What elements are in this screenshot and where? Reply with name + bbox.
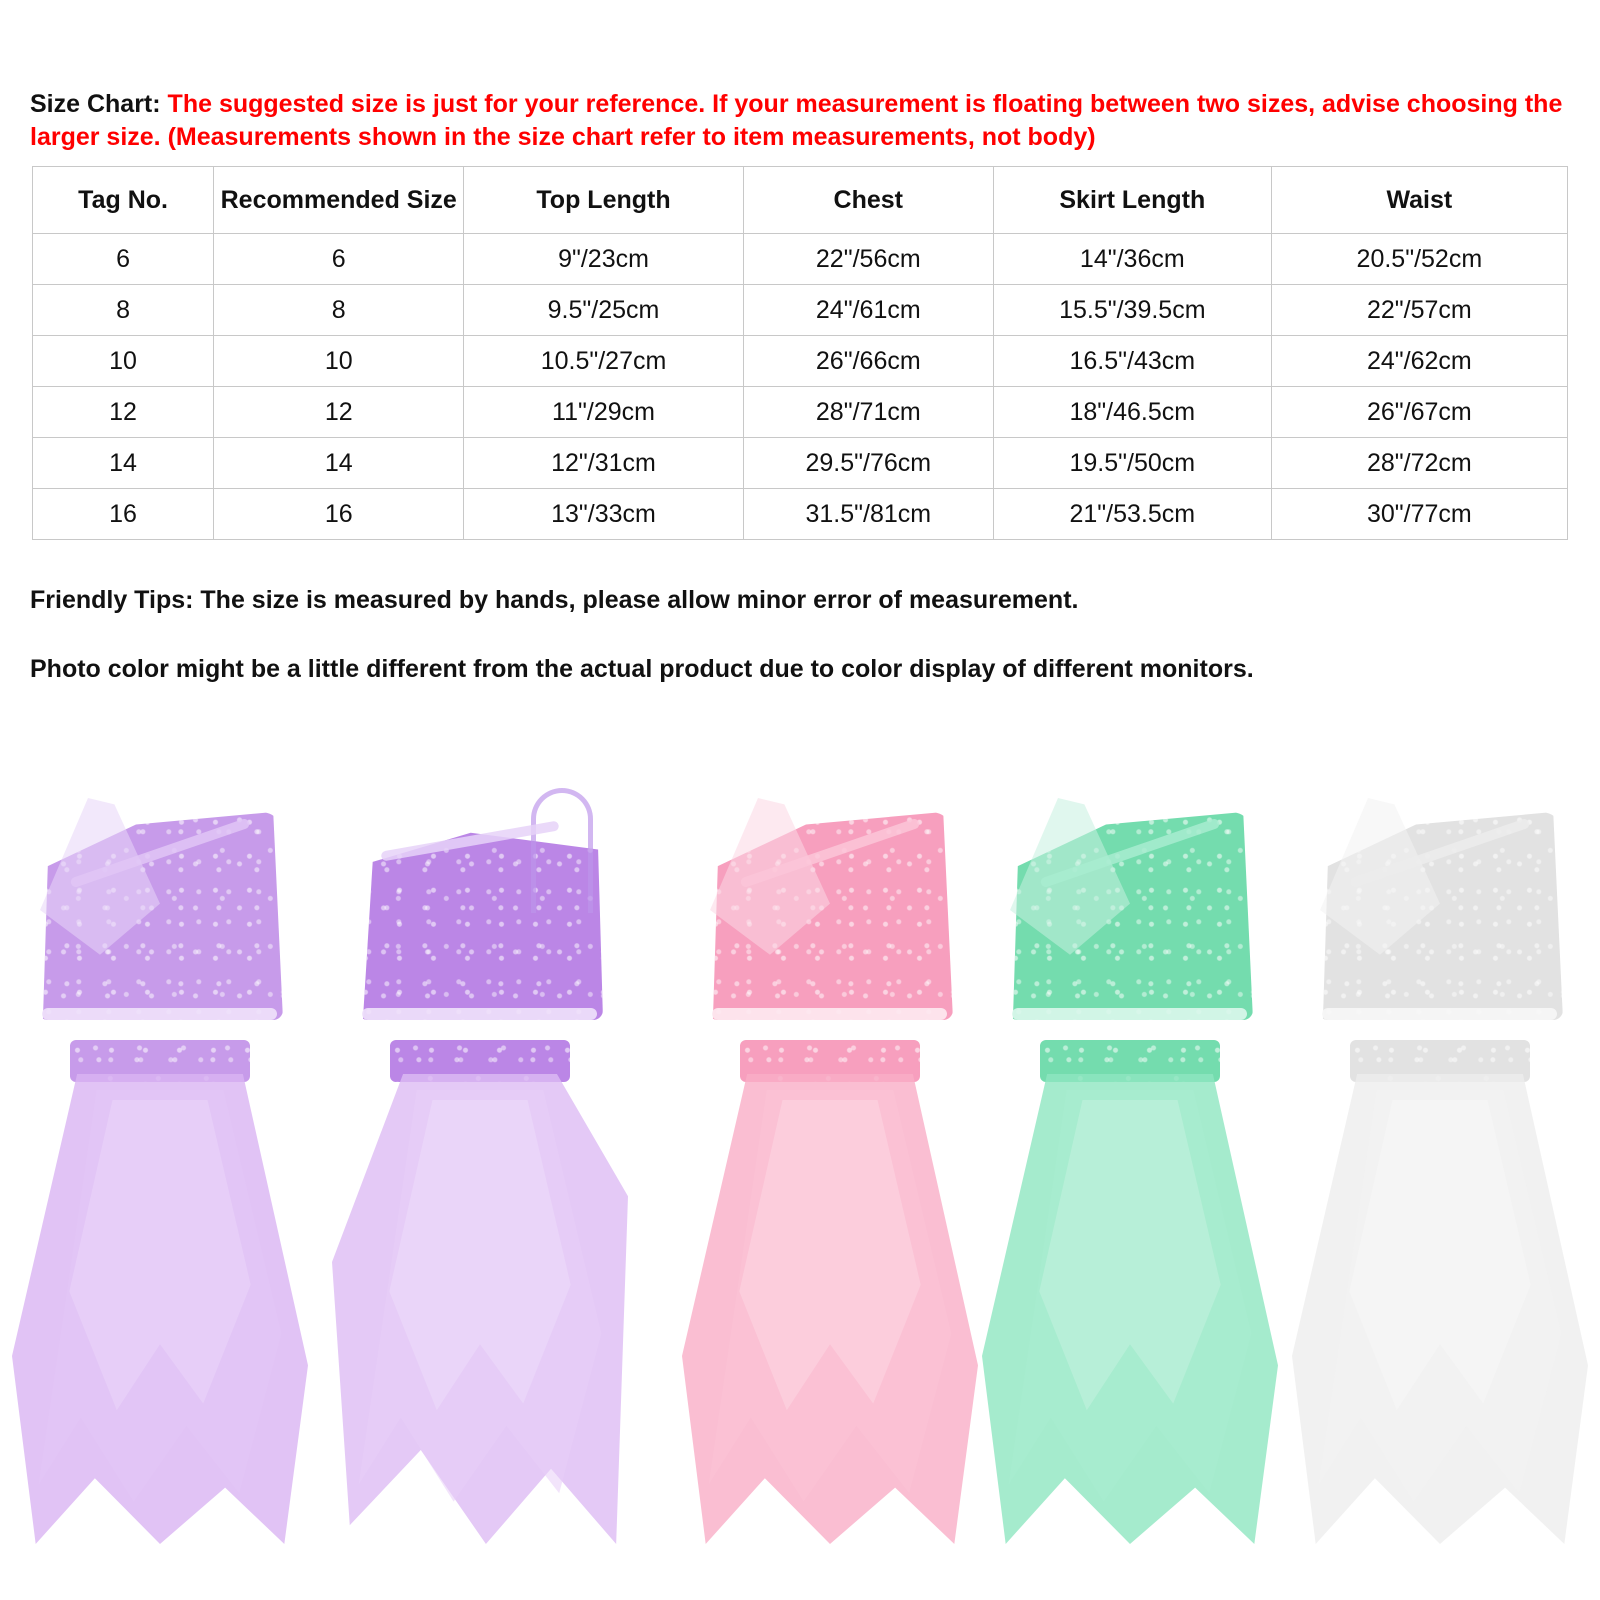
cell-recommended-size: 10 [214,336,464,387]
tip-color: Photo color might be a little different from the actual product due to color display of different monitors. [30,655,1254,684]
cell-chest: 31.5"/81cm [743,489,993,540]
table-row [33,234,1568,285]
tip-measurement: Friendly Tips: The size is measured by hands, please allow minor error of measurement. [30,586,1079,614]
size-chart-table-wrap [32,166,1568,540]
column-header-tag-no: Tag No. [33,167,214,234]
crop-top [38,770,283,1020]
tutu-skirt [682,1040,978,1580]
size-chart-note [30,88,1570,153]
cell-skirt-length: 16.5"/43cm [993,336,1271,387]
table-row [33,489,1568,540]
cell-chest: 28"/71cm [743,387,993,438]
cell-top-length: 12"/31cm [464,438,743,489]
hem-trim [712,1008,947,1020]
product-image-white [1290,740,1590,1600]
size-chart-note-text: The suggested size is just for your reference. If your measurement is floating between two sizes, advise choosing the larger size. (Measurements shown in the size chart refer to item measurements, not body) [30,90,1563,151]
crop-top [1008,770,1253,1020]
product-photo-strip [0,740,1600,1600]
cell-top-length: 13"/33cm [464,489,743,540]
tutu-skirt [332,1040,628,1580]
cell-waist: 30"/77cm [1271,489,1567,540]
table-row [33,336,1568,387]
cell-chest: 26"/66cm [743,336,993,387]
cell-recommended-size: 6 [214,234,464,285]
cell-skirt-length: 19.5"/50cm [993,438,1271,489]
column-header-skirt-length: Skirt Length [993,167,1271,234]
product-image-mint [980,740,1280,1600]
cell-recommended-size: 14 [214,438,464,489]
cell-skirt-length: 15.5"/39.5cm [993,285,1271,336]
tutu-skirt [12,1040,308,1580]
tutu-skirt [1292,1040,1588,1580]
cell-tag-no: 8 [33,285,214,336]
size-chart-note-label: Size Chart: [30,90,161,118]
cell-top-length: 10.5"/27cm [464,336,743,387]
table-header-row [33,167,1568,234]
cell-tag-no: 12 [33,387,214,438]
product-image-lavender-one-shoulder [330,740,630,1600]
cell-waist: 26"/67cm [1271,387,1567,438]
table-row [33,438,1568,489]
hem-trim [1012,1008,1247,1020]
column-header-top-length: Top Length [464,167,743,234]
shoulder-strap [531,788,593,913]
cell-recommended-size: 16 [214,489,464,540]
tips-section [30,585,1570,724]
cell-waist: 28"/72cm [1271,438,1567,489]
column-header-chest: Chest [743,167,993,234]
column-header-waist: Waist [1271,167,1567,234]
hem-trim [362,1008,597,1020]
cell-waist: 20.5"/52cm [1271,234,1567,285]
cell-skirt-length: 18"/46.5cm [993,387,1271,438]
cell-skirt-length: 21"/53.5cm [993,489,1271,540]
cell-recommended-size: 12 [214,387,464,438]
cell-waist: 22"/57cm [1271,285,1567,336]
table-row [33,285,1568,336]
crop-top [1318,770,1563,1020]
cell-chest: 22"/56cm [743,234,993,285]
cell-tag-no: 6 [33,234,214,285]
cell-recommended-size: 8 [214,285,464,336]
column-header-recommended-size: Recommended Size [214,167,464,234]
cell-top-length: 9.5"/25cm [464,285,743,336]
cell-chest: 24"/61cm [743,285,993,336]
product-image-lavender-front [10,740,310,1600]
hem-trim [42,1008,277,1020]
crop-top [708,770,953,1020]
cell-skirt-length: 14"/36cm [993,234,1271,285]
size-chart-table [32,166,1568,540]
crop-top [358,770,603,1020]
hem-trim [1322,1008,1557,1020]
cell-tag-no: 10 [33,336,214,387]
tutu-skirt [982,1040,1278,1580]
cell-waist: 24"/62cm [1271,336,1567,387]
cell-top-length: 11"/29cm [464,387,743,438]
cell-tag-no: 14 [33,438,214,489]
cell-chest: 29.5"/76cm [743,438,993,489]
product-image-pink [680,740,980,1600]
cell-tag-no: 16 [33,489,214,540]
cell-top-length: 9"/23cm [464,234,743,285]
table-row [33,387,1568,438]
